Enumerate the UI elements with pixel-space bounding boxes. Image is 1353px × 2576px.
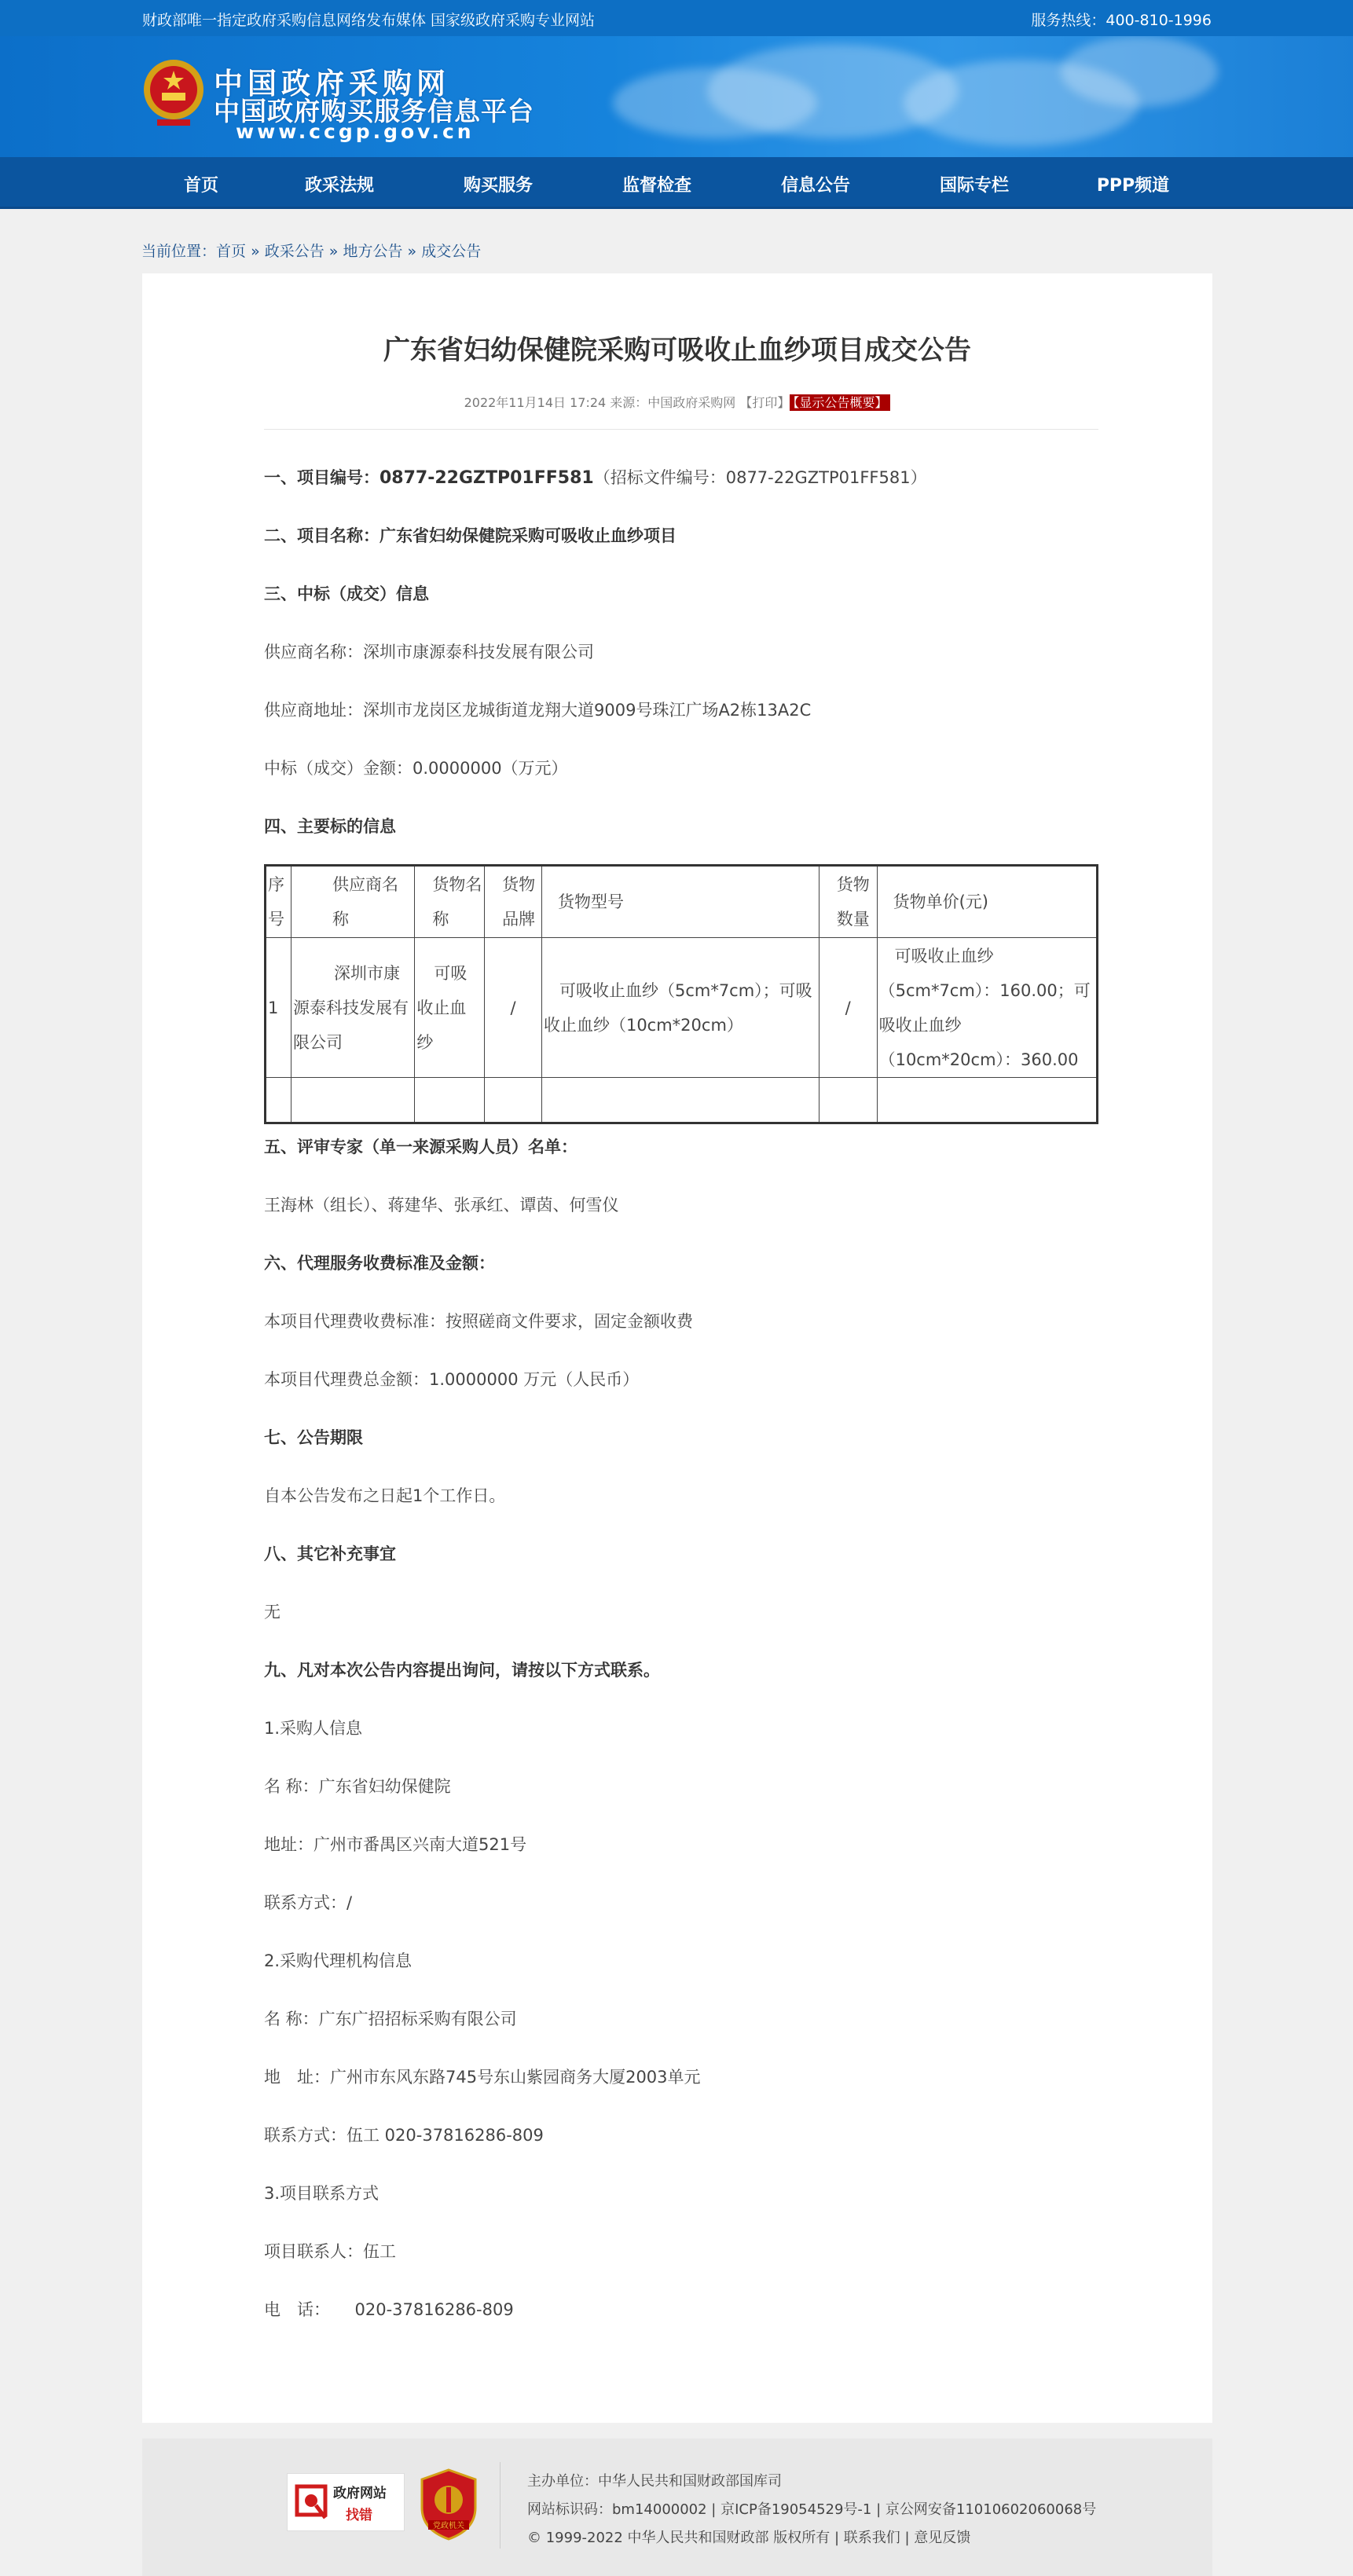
section-experts: 五、评审专家（单一来源采购人员）名单： (264, 1138, 578, 1156)
nav-ppp[interactable]: PPP频道 (1096, 176, 1170, 196)
party-gov-badge[interactable] (419, 2468, 478, 2541)
breadcrumb-local[interactable]: 地方公告 (343, 243, 403, 260)
purchaser-contact: 联系方式：/ (264, 1893, 353, 1912)
cell-no: 1 (266, 938, 292, 1078)
project-no-note: （招标文件编号：0877-22GZTP01FF581） (593, 468, 927, 487)
party-gov-emblem-icon (419, 2468, 478, 2541)
th-model: 货物型号 (541, 866, 819, 938)
period-text: 自本公告发布之日起1个工作日。 (264, 1486, 506, 1505)
th-qty: 货物数量 (819, 866, 877, 938)
th-brand: 货物品牌 (485, 866, 542, 938)
agency-address: 地 址：广州市东风东路745号东山紫园商务大厦2003单元 (264, 2068, 701, 2087)
nav-regulations[interactable]: 政采法规 (304, 176, 374, 196)
other-text: 无 (264, 1603, 280, 1621)
gov-site-error-badge[interactable] (287, 2473, 405, 2531)
site-banner (0, 36, 1353, 157)
title-divider (264, 429, 1098, 430)
fee-standard: 本项目代理费收费标准：按照磋商文件要求，固定金额收费 (264, 1312, 693, 1331)
party-gov-label: 党政机关 (433, 2522, 464, 2530)
table-header-row (266, 866, 1098, 938)
cell-price: 可吸收止血纱（5cm*7cm）：160.00；可吸收止血纱（10cm*20cm）：360.00 (877, 938, 1097, 1078)
fee-total: 本项目代理费总金额：1.0000000 万元（人民币） (264, 1370, 640, 1389)
purchaser-address: 地址：广州市番禺区兴南大道521号 (264, 1835, 527, 1854)
winning-amount: 中标（成交）金额：0.0000000（万元） (264, 759, 568, 778)
nav-home[interactable]: 首页 (183, 176, 218, 196)
th-supplier: 供应商名称 (291, 866, 414, 938)
agency-name: 名 称：广东广招招标采购有限公司 (264, 2010, 517, 2028)
article-title: 广东省妇幼保健院采购可吸收止血纱项目成交公告 (383, 335, 971, 366)
table-row (266, 938, 1098, 1078)
breadcrumb-deal[interactable]: 成交公告 (421, 243, 482, 260)
nav-international[interactable]: 国际专栏 (939, 176, 1009, 196)
site-slogan: 财政部唯一指定政府采购信息网络发布媒体 国家级政府采购专业网站 (142, 12, 596, 29)
section-period: 七、公告期限 (264, 1428, 363, 1447)
service-hotline: 服务热线：400-810-1996 (1031, 12, 1212, 29)
article-date-source[interactable]: 2022年11月14日 17:24 来源：中国政府采购网 【打印】 (464, 395, 790, 410)
section-other: 八、其它补充事宜 (264, 1545, 396, 1563)
article-meta (142, 393, 1212, 411)
experts-list: 王海林（组长）、蒋建华、张承红、谭茵、何雪仪 (264, 1196, 619, 1215)
national-emblem-icon (141, 57, 206, 129)
main-nav (0, 157, 1353, 209)
project-no-label: 一、项目编号： (264, 468, 380, 487)
th-no: 序号 (266, 866, 292, 938)
section-winner-info: 三、中标（成交）信息 (264, 584, 429, 603)
show-summary-button[interactable]: 【显示公告概要】 (790, 394, 890, 411)
footer-host: 主办单位：中华人民共和国财政部国库司 (527, 2473, 782, 2490)
th-goods: 货物名称 (415, 866, 485, 938)
cell-brand: / (485, 938, 542, 1078)
breadcrumb (141, 240, 481, 261)
cell-qty: / (819, 938, 877, 1078)
logo-url: www.ccgp.gov.cn (236, 120, 475, 143)
nav-purchase-service[interactable]: 购买服务 (463, 176, 533, 196)
error-report-icon (294, 2483, 328, 2521)
top-bar (0, 0, 1353, 36)
site-footer (142, 2439, 1212, 2576)
breadcrumb-prefix: 当前位置： (141, 243, 217, 260)
nav-announcements[interactable]: 信息公告 (780, 176, 850, 196)
article-panel (142, 273, 1212, 2423)
section-main-items: 四、主要标的信息 (264, 817, 396, 836)
project-no-value: 0877-22GZTP01FF581 (380, 468, 594, 488)
nav-supervision[interactable]: 监督检查 (622, 176, 691, 196)
find-error-label: 找错 (346, 2508, 372, 2523)
project-contact-phone: 电 话： 020-37816286-809 (264, 2300, 514, 2319)
section-agency-fee: 六、代理服务收费标准及金额： (264, 1254, 495, 1273)
breadcrumb-procurement[interactable]: 政采公告 (264, 243, 324, 260)
table-row-empty (266, 1078, 1098, 1123)
th-price: 货物单价(元) (877, 866, 1097, 938)
purchaser-name: 名 称：广东省妇幼保健院 (264, 1777, 451, 1796)
items-table (264, 864, 1098, 1124)
cell-goods: 可吸收止血纱 (415, 938, 485, 1078)
purchaser-heading: 1.采购人信息 (264, 1719, 363, 1738)
breadcrumb-sep: » (246, 243, 265, 260)
cell-model: 可吸收止血纱（5cm*7cm）；可吸收止血纱（10cm*20cm） (541, 938, 819, 1078)
section-project-no (264, 465, 927, 489)
logo-title: 中国政府采购网 (214, 67, 450, 101)
supplier-address: 供应商地址：深圳市龙岗区龙城街道龙翔大道9009号珠江广场A2栋13A2C (264, 701, 812, 720)
breadcrumb-sep: » (402, 243, 422, 260)
section-contact: 九、凡对本次公告内容提出询问，请按以下方式联系。 (264, 1661, 660, 1680)
logo-subtitle: 中国政府购买服务信息平台 (214, 96, 534, 126)
agency-contact: 联系方式：伍工 020-37816286-809 (264, 2126, 544, 2145)
section-project-name: 二、项目名称：广东省妇幼保健院采购可吸收止血纱项目 (264, 526, 676, 545)
project-contact-heading: 3.项目联系方式 (264, 2184, 380, 2203)
gov-site-label: 政府网站 (333, 2486, 387, 2501)
agency-heading: 2.采购代理机构信息 (264, 1951, 412, 1970)
footer-ids[interactable]: 网站标识码：bm14000002 | 京ICP备19054529号-1 | 京公网安备11010602060068号 (527, 2501, 1097, 2518)
breadcrumb-sep: » (324, 243, 343, 260)
cell-supplier: 深圳市康源泰科技发展有限公司 (291, 938, 414, 1078)
footer-copyright[interactable]: © 1999-2022 中华人民共和国财政部 版权所有 | 联系我们 | 意见反馈 (527, 2530, 971, 2546)
breadcrumb-home[interactable]: 首页 (216, 243, 247, 260)
project-contact-person: 项目联系人：伍工 (264, 2242, 396, 2261)
supplier-name: 供应商名称：深圳市康源泰科技发展有限公司 (264, 643, 594, 661)
